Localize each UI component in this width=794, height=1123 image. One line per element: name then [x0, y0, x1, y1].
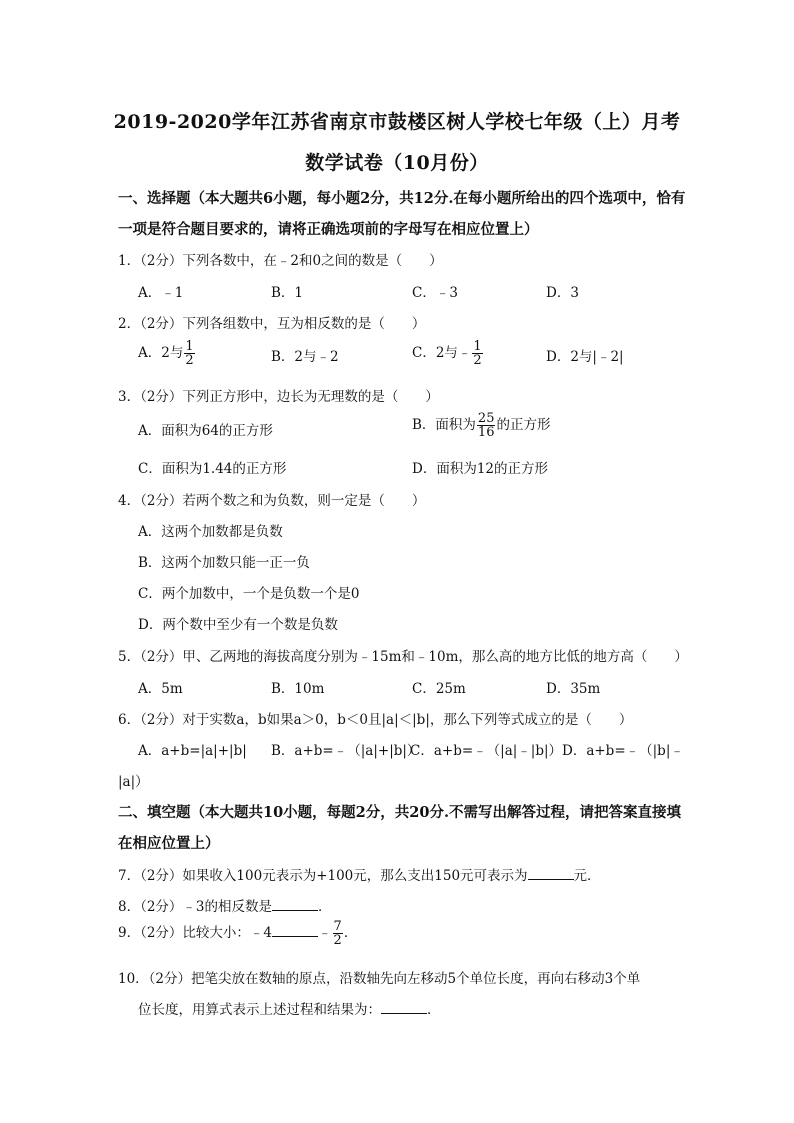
q1-option-b: B．1 [271, 285, 304, 301]
question-8 [118, 895, 332, 915]
fraction-numerator: 1 [473, 339, 482, 354]
question-7-unit: 元． [573, 868, 601, 884]
question-10-line2 [138, 998, 441, 1018]
q5-option-d: D．35m [546, 681, 601, 697]
fraction-numerator: 7 [333, 919, 342, 934]
q5-option-c: C．25m [412, 681, 466, 697]
q2-option-c-fraction [472, 340, 482, 367]
q3-option-b-text-end: 的正方形 [496, 417, 551, 433]
q3-option-c: C．面积为1.44的正方形 [138, 461, 287, 477]
exam-title-line2: 数学试卷（10月份） [305, 152, 489, 174]
question-4-stem: 4．（2分）若两个数之和为负数，则一定是（ ） [118, 493, 426, 509]
q1-option-a: A．﹣1 [138, 285, 184, 301]
answer-blank[interactable] [272, 924, 318, 937]
question-9-fraction [333, 920, 343, 947]
question-8-end: ． [318, 899, 332, 915]
question-9-minus: ﹣ [318, 925, 332, 941]
question-10-line1: 10．（2分）把笔尖放在数轴的原点，沿数轴先向左移动5个单位长度，再向右移动3个单 [118, 971, 641, 987]
q2-option-a [138, 340, 196, 367]
q6-option-b: B．a+b=﹣（|a|+|b|） [271, 743, 421, 759]
q1-option-d: D．3 [546, 285, 579, 301]
section1-heading-line1: 一、选择题（本大题共6小题，每小题2分，共12分.在每小题所给出的四个选项中，恰有 [118, 190, 686, 207]
question-10-text: 位长度，用算式表示上述过程和结果为： [138, 1002, 381, 1018]
question-9-text: 9．（2分）比较大小：﹣4 [118, 925, 273, 941]
fraction-denominator: 16 [477, 425, 495, 440]
fraction-denominator: 2 [185, 353, 194, 368]
question-7-text: 7．（2分）如果收入100元表示为+100元，那么支出150元可表示为 [118, 868, 528, 884]
question-8-text: 8．（2分）﹣3的相反数是 [118, 899, 273, 915]
q2-option-c [412, 340, 484, 367]
q3-option-b [412, 412, 550, 439]
q4-option-d: D．两个数中至少有一个数是负数 [138, 617, 338, 633]
q4-option-b: B．这两个加数只能一正一负 [138, 555, 310, 571]
q2-option-b: B．2与﹣2 [271, 349, 339, 365]
fraction-denominator: 2 [333, 933, 342, 948]
q4-option-a: A．这两个加数都是负数 [138, 524, 283, 540]
q6-option-a: A．a+b=|a|+|b| [138, 743, 247, 759]
q1-option-c: C．﹣3 [412, 285, 458, 301]
q6-option-d: D．a+b=﹣（|b|﹣ [562, 743, 684, 759]
q3-option-b-fraction [477, 412, 496, 439]
question-5-stem: 5．（2分）甲、乙两地的海拔高度分别为﹣15m和﹣10m，那么高的地方比低的地方高（ ） [118, 649, 688, 665]
q3-option-a: A．面积为64的正方形 [138, 423, 273, 439]
exam-title-line1: 2019-2020学年江苏省南京市鼓楼区树人学校七年级（上）月考 [113, 111, 681, 133]
q3-option-b-text: B．面积为 [412, 417, 476, 433]
question-1-stem: 1．（2分）下列各数中，在﹣2和0之间的数是（ ） [118, 253, 443, 269]
fraction-numerator: 25 [477, 411, 495, 426]
question-2-stem: 2．（2分）下列各组数中，互为相反数的是（ ） [118, 316, 426, 332]
section1-heading-line2: 一项是符合题目要求的，请将正确选项前的字母写在相应位置上） [118, 221, 539, 238]
question-6-stem: 6．（2分）对于实数a，b如果a＞0，b＜0且|a|＜|b|，那么下列等式成立的是（ ） [118, 712, 633, 728]
q2-option-a-fraction [184, 340, 194, 367]
q2-option-a-text: A．2与 [138, 345, 184, 361]
q5-option-b: B．10m [271, 681, 325, 697]
q6-option-c: C．a+b=﹣（|a|﹣|b|） [410, 743, 563, 759]
question-9-end: ． [343, 925, 358, 941]
q3-option-d: D．面积为12的正方形 [412, 461, 549, 477]
q4-option-c: C．两个加数中，一个是负数一个是0 [138, 586, 360, 602]
q5-option-a: A．5m [138, 681, 183, 697]
section2-heading-line2: 在相应位置上） [118, 835, 220, 852]
q2-option-d: D．2与|﹣2| [546, 349, 624, 365]
question-10-end: ． [427, 1002, 441, 1018]
q2-option-c-text: C．2与﹣ [412, 345, 472, 361]
q6-option-d-continued: |a|） [118, 774, 149, 790]
fraction-numerator: 1 [185, 339, 194, 354]
answer-blank[interactable] [381, 1001, 427, 1014]
answer-blank[interactable] [528, 867, 574, 880]
fraction-denominator: 2 [473, 353, 482, 368]
section2-heading-line1: 二、填空题（本大题共10小题，每题2分，共20分.不需写出解答过程，请把答案直接填 [118, 804, 681, 821]
question-9 [118, 920, 357, 947]
question-3-stem: 3．（2分）下列正方形中，边长为无理数的是（ ） [118, 389, 439, 405]
question-7 [118, 864, 601, 884]
answer-blank[interactable] [272, 898, 318, 911]
